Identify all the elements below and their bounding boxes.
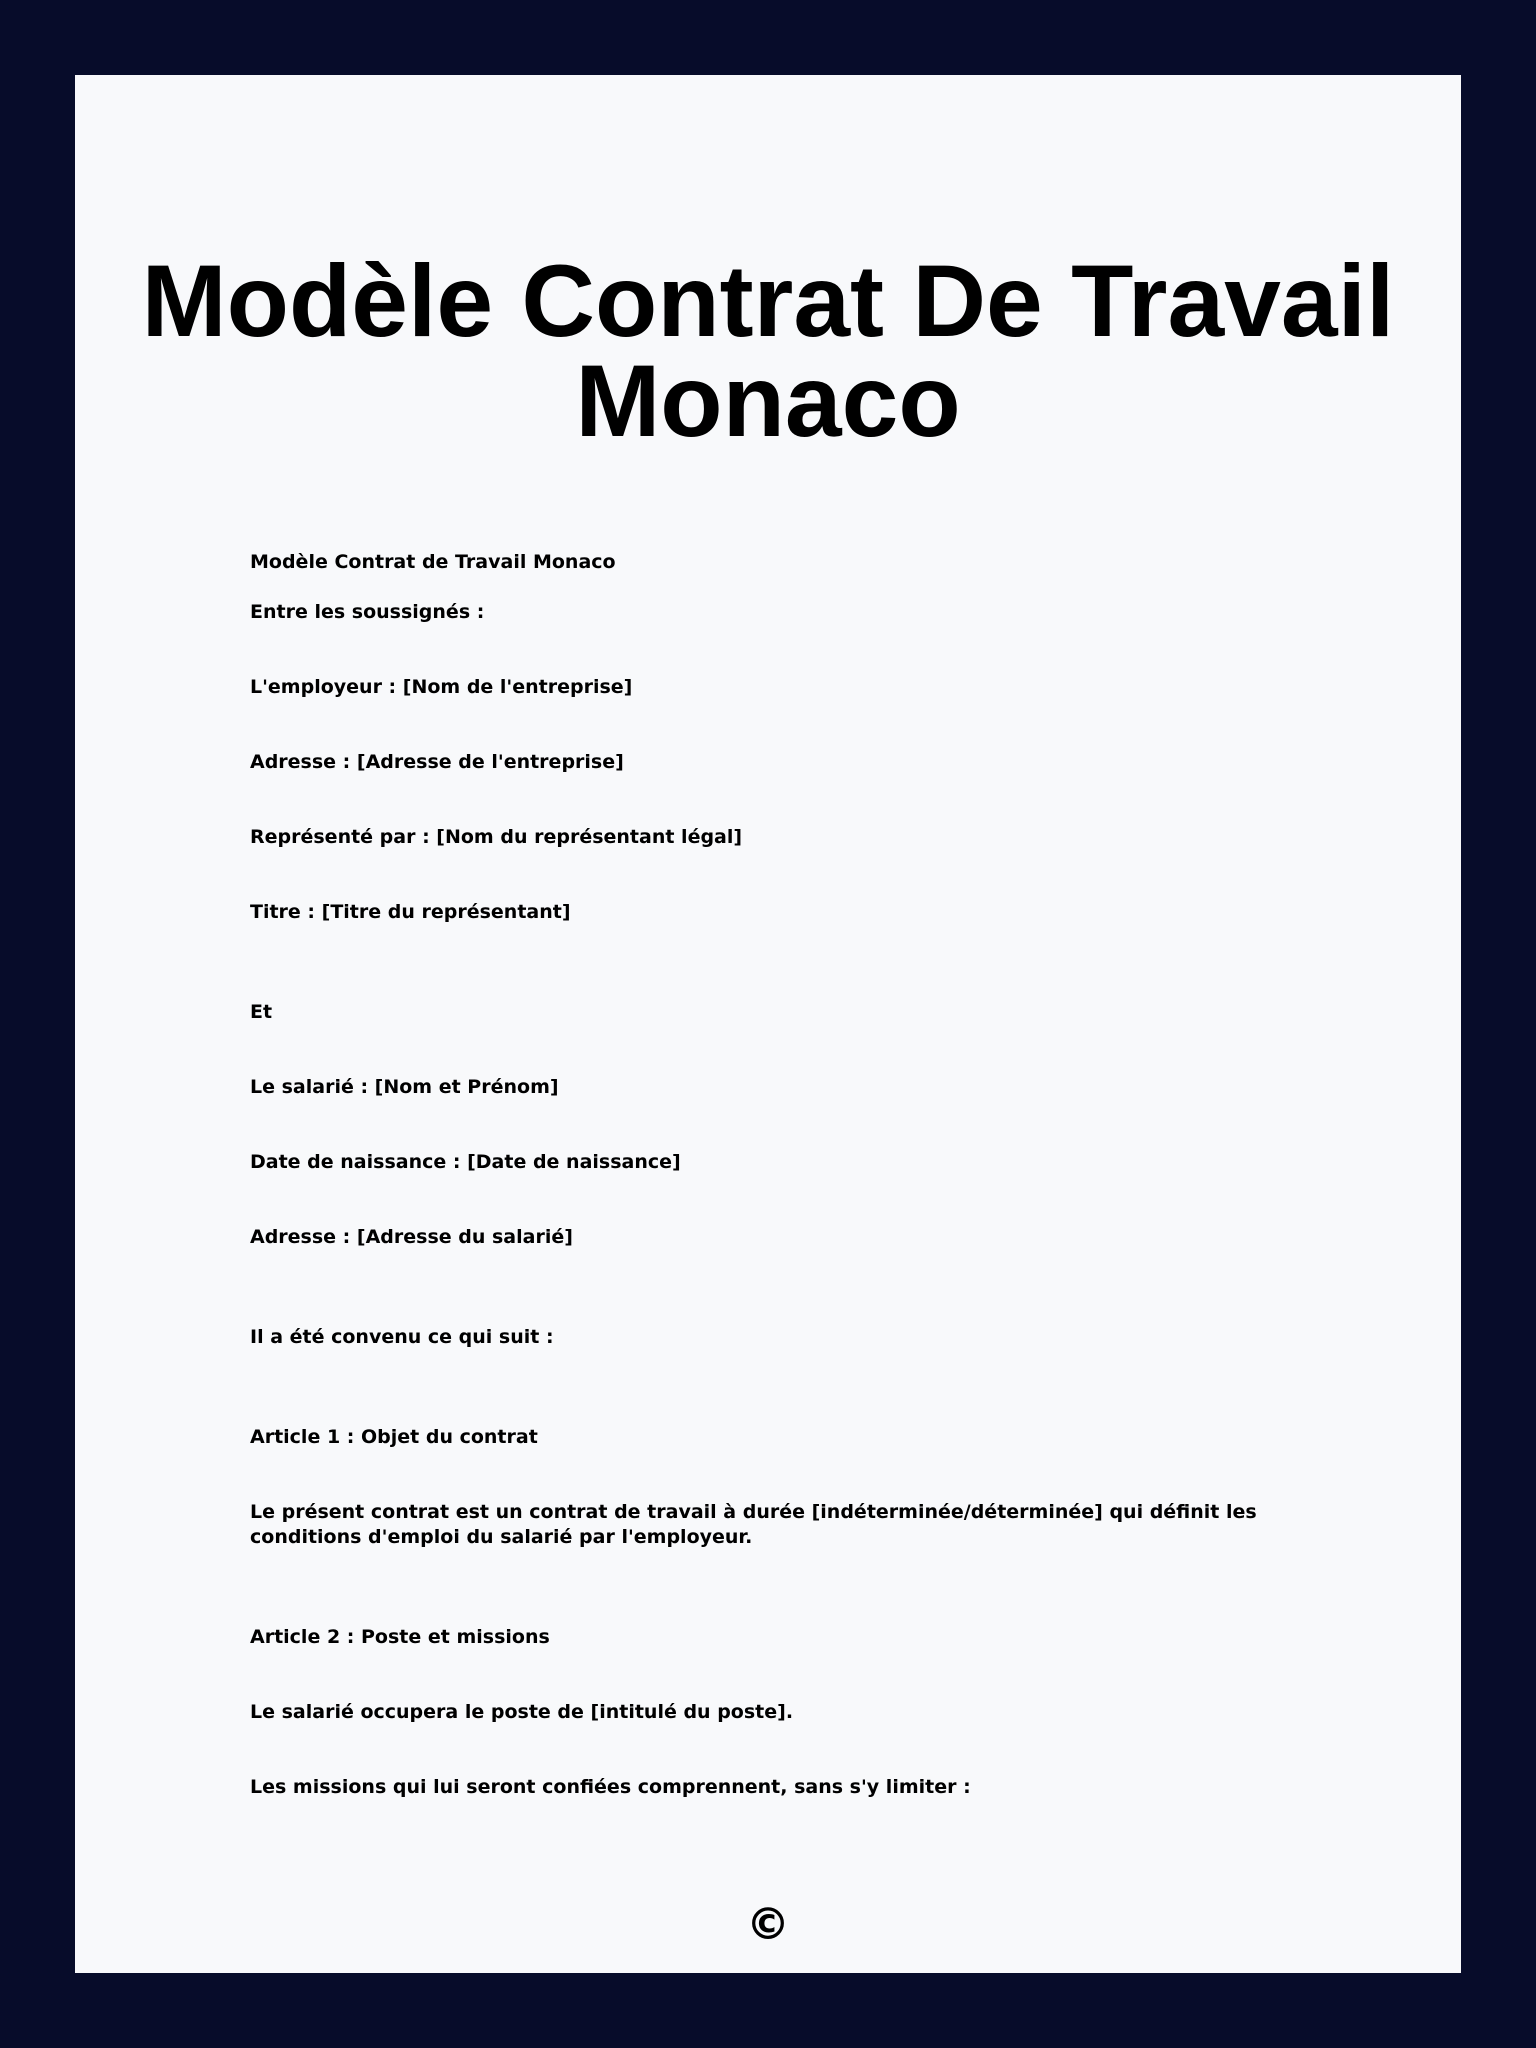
employer-name-line: L'employeur : [Nom de l'entreprise] <box>250 676 633 698</box>
document-title: Modèle Contrat De Travail Monaco <box>141 244 1395 458</box>
document-page <box>75 75 1461 1973</box>
representative-title-line: Titre : [Titre du représentant] <box>250 901 571 923</box>
article-2-position-line: Le salarié occupera le poste de [intitulé du poste]. <box>250 1701 794 1723</box>
employee-address-line: Adresse : [Adresse du salarié] <box>250 1226 573 1248</box>
employee-name-line: Le salarié : [Nom et Prénom] <box>250 1076 559 1098</box>
article-2-heading: Article 2 : Poste et missions <box>250 1626 550 1648</box>
employer-address-line: Adresse : [Adresse de l'entreprise] <box>250 751 624 773</box>
document-heading-line: Modèle Contrat de Travail Monaco <box>250 551 616 573</box>
article-2-missions-line: Les missions qui lui seront confiées comprennent, sans s'y limiter : <box>250 1776 971 1798</box>
article-1-heading: Article 1 : Objet du contrat <box>250 1426 538 1448</box>
representative-line: Représenté par : [Nom du représentant légal] <box>250 826 743 848</box>
employee-birthdate-line: Date de naissance : [Date de naissance] <box>250 1151 681 1173</box>
agreement-intro: Il a été convenu ce qui suit : <box>250 1326 554 1348</box>
and-separator: Et <box>250 1001 273 1023</box>
article-1-body: Le présent contrat est un contrat de travail à durée [indéterminée/déterminée] qui définit les conditions d'emploi du salarié par l'employeur. <box>250 1501 1257 1548</box>
copyright-icon: © <box>746 1899 790 1950</box>
parties-intro: Entre les soussignés : <box>250 601 485 623</box>
